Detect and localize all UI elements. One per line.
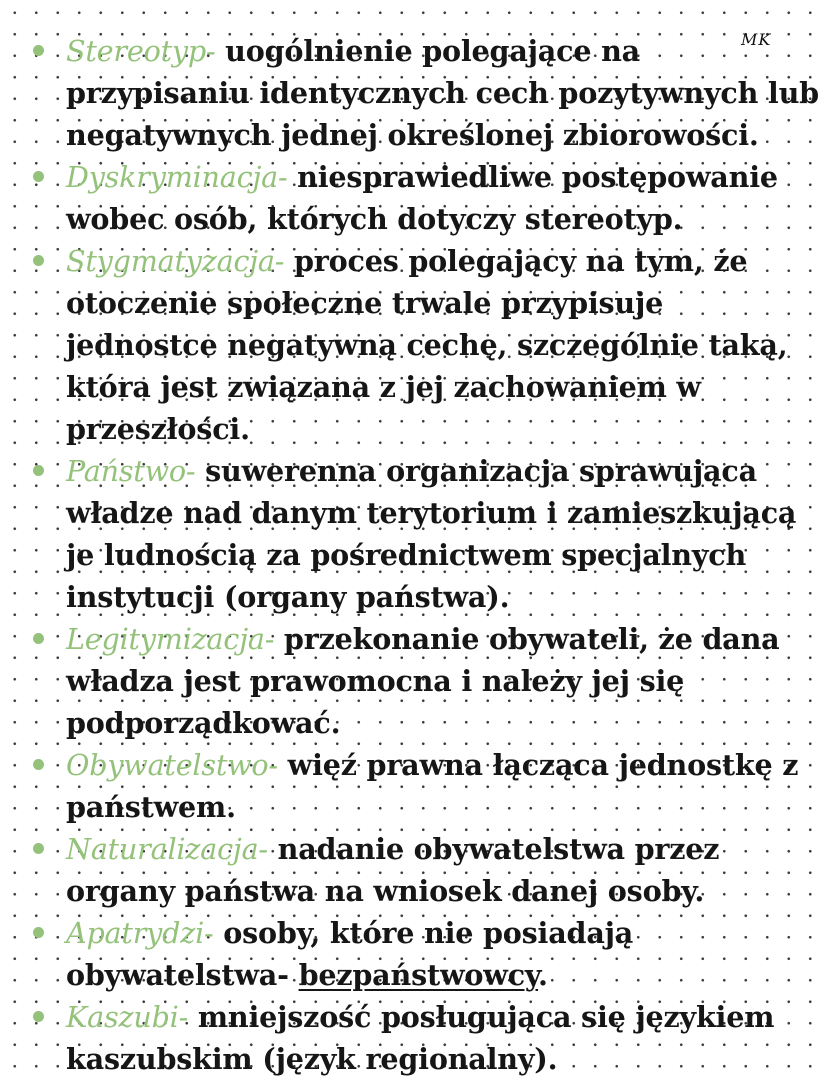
definition-dyskryminacja (28, 156, 823, 240)
definition-kaszubi (28, 996, 823, 1080)
bullet-icon (33, 633, 44, 644)
bullet-icon (33, 1011, 44, 1022)
bullet-icon (33, 255, 44, 266)
term-label: Stereotyp- (66, 34, 216, 68)
bullet-icon (33, 465, 44, 476)
term-label: Legitymizacja- (66, 622, 275, 656)
author-initials: MK (741, 30, 772, 49)
term-label: Naturalizacja- (66, 832, 268, 866)
term-label: Dyskryminacja- (66, 160, 288, 194)
definition-text: więź prawna łącząca jednostkę z państwem. (66, 748, 799, 824)
definition-text: przekonanie obywateli, że dana władza jest prawomocna i należy jej się podporządkować. (66, 622, 780, 740)
definition-text: nadanie obywatelstwa przez organy państwa na wniosek danej osoby. (66, 832, 720, 908)
underlined-word: bezpaństwowcy (298, 958, 539, 992)
definition-text: suwerenna organizacja sprawująca władze nad danym terytorium i zamieszkującą je ludnością za pośrednictwem specjalnych instytucji (organy państwa). (66, 454, 797, 614)
definition-text: osoby, które nie posiadają obywatelstwa- (66, 916, 634, 992)
bullet-icon (33, 927, 44, 938)
bullet-icon (33, 171, 44, 182)
definition-text: mniejszość posługująca się językiem kaszubskim (język regionalny). (66, 1000, 775, 1076)
term-label: Obywatelstwo- (66, 748, 278, 782)
definition-stygmatyzacja (28, 240, 823, 450)
definition-panstwo (28, 450, 823, 618)
definition-naturalizacja (28, 828, 823, 912)
definition-text: niesprawiedliwe postępowanie wobec osób, których dotyczy stereotyp. (66, 160, 778, 236)
bullet-icon (33, 45, 44, 56)
definition-stereotyp (28, 30, 823, 156)
definition-text: proces polegający na tym, że otoczenie społeczne trwale przypisuje jednostce negatywną cechę, szczególnie taką, która jest związana z jej zachowaniem w przeszłości. (66, 244, 788, 446)
definition-text: uogólnienie polegające na przypisaniu identycznych cech pozytywnych lub negatywnych jednej określonej zbiorowości. (66, 34, 819, 152)
term-label: Apatrydzi- (66, 916, 214, 950)
definition-list (28, 30, 823, 1080)
term-label: Państwo- (66, 454, 196, 488)
definition-tail: . (538, 958, 548, 992)
bullet-icon (33, 759, 44, 770)
definition-legitymizacja (28, 618, 823, 744)
term-label: Stygmatyzacja- (66, 244, 285, 278)
definition-apatrydzi (28, 912, 823, 996)
definition-obywatelstwo (28, 744, 823, 828)
term-label: Kaszubi- (66, 1000, 189, 1034)
bullet-icon (33, 843, 44, 854)
